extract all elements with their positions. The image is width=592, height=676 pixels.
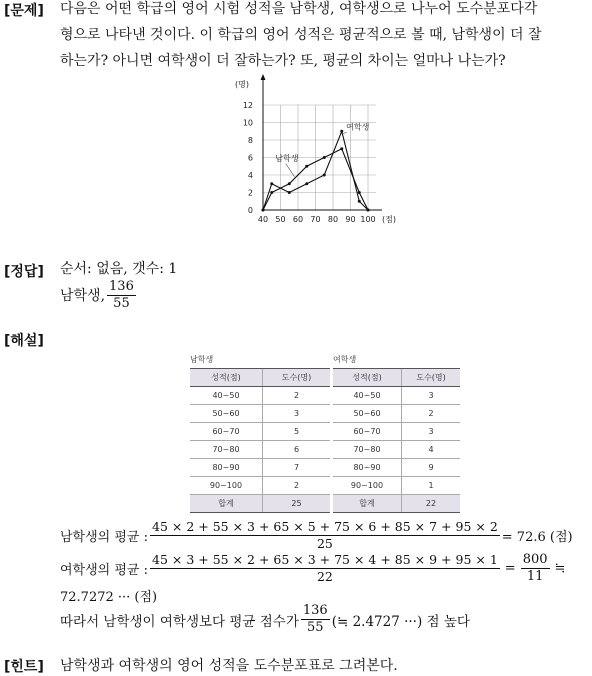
y-tick-label: 12 (242, 101, 253, 110)
data-point (340, 147, 343, 150)
data-point (358, 200, 361, 203)
hint-tag: [힌트] (4, 659, 44, 675)
cell-count: 2 (263, 387, 331, 405)
hint-text: 남학생과 여학생의 영어 성적을 도수분포표로 그려본다. (60, 658, 398, 674)
cell-range: 60~70 (190, 423, 263, 441)
table-row (190, 477, 330, 495)
x-tick-label: 80 (327, 215, 339, 224)
cell-count: 6 (263, 441, 331, 459)
table-total-row (190, 495, 330, 513)
girls-mean-continuation: 72.7272 ··· (점) (60, 590, 158, 605)
cell-range: 70~80 (190, 441, 263, 459)
boys-mean-result: = 72.6 (점) (501, 530, 573, 545)
y-tick-label: 4 (247, 171, 253, 180)
x-tick-label: 100 (360, 215, 376, 224)
problem-text (60, 0, 592, 74)
y-tick-label: 0 (247, 206, 253, 215)
table-row (190, 423, 330, 441)
col-header-count: 도수(명) (263, 369, 331, 387)
girls-mean-eq: = (504, 561, 516, 576)
girls-table-wrap (333, 368, 460, 513)
cell-range: 40~50 (190, 387, 263, 405)
answer-frac-num: 136 (109, 279, 134, 294)
cell-range: 80~90 (190, 459, 263, 477)
cell-count: 3 (263, 405, 331, 423)
table-total-row (333, 495, 460, 513)
y-tick-label: 6 (247, 153, 253, 163)
data-point (270, 191, 273, 194)
girls-table-header (333, 369, 460, 387)
boys-mean-num: 45 × 2 + 55 × 3 + 65 × 5 + 75 × 6 + 85 × 7 + 95 × 2 (152, 519, 498, 534)
x-axis-label: (점) (382, 215, 396, 224)
cell-count: 3 (402, 387, 461, 405)
table-row (190, 387, 330, 405)
girls-mean-label: 여학생의 평균 : (60, 563, 148, 578)
y-tick-label: 10 (242, 118, 253, 128)
col-header-score: 성적(점) (333, 369, 402, 387)
cell-count: 1 (402, 477, 461, 495)
table-row (333, 441, 460, 459)
x-tick-label: 60 (292, 215, 304, 224)
conclusion-frac-den: 55 (307, 620, 324, 635)
table-row (333, 423, 460, 441)
data-point (358, 191, 361, 194)
frequency-polygon-chart (228, 72, 396, 227)
problem-tag: [문제] (4, 3, 44, 19)
boys-mean-label: 남학생의 평균 : (60, 530, 148, 545)
cell-count: 2 (402, 405, 461, 423)
cell-count: 5 (263, 423, 331, 441)
cell-total-label: 합계 (190, 495, 263, 513)
answer-line-1: 순서: 없음, 갯수: 1 (60, 261, 178, 277)
problem-line-2: 형으로 나타낸 것이다. 이 학급의 영어 성적은 평균적으로 볼 때, 남학생이 더 잘 (60, 27, 542, 43)
problem-line-3: 하는가? 아니면 여학생이 더 잘하는가? 또, 평균의 차이는 얼마나 나는가? (60, 53, 506, 69)
cell-range: 50~60 (190, 405, 263, 423)
problem-line-1: 다음은 어떤 학급의 영어 시험 성적을 남학생, 여학생으로 나누어 도수분포다각 (60, 1, 538, 17)
answer-label: 남학생, (60, 287, 106, 304)
boys-mean-equation (60, 520, 573, 551)
girls-mean-den: 22 (316, 569, 333, 584)
cell-count: 2 (263, 477, 331, 495)
conclusion-fraction (301, 604, 330, 635)
data-point (323, 174, 326, 177)
boys-table-wrap (190, 368, 330, 513)
table-row (333, 459, 460, 477)
girls-mean-result-den: 11 (526, 569, 544, 584)
table-row (333, 405, 460, 423)
boys-mean-fraction (150, 520, 500, 551)
cell-count: 4 (402, 441, 461, 459)
data-point (323, 156, 326, 159)
col-header-count: 도수(명) (402, 369, 461, 387)
table-row (333, 477, 460, 495)
conclusion-prefix: 따라서 남학생이 여학생보다 평균 점수가 (60, 613, 299, 630)
girls-mean-result-fraction (521, 553, 550, 584)
girls-mean-fraction (150, 553, 500, 584)
explanation-tag: [해설] (4, 333, 44, 349)
series-label-boys: 남학생 (275, 154, 299, 163)
cell-total-label: 합계 (333, 495, 402, 513)
girls-mean-result-num: 800 (522, 552, 548, 567)
cell-count: 3 (402, 423, 461, 441)
conclusion-suffix: (≒ 2.4727 ···) 점 높다 (331, 613, 470, 630)
conclusion-frac-num: 136 (302, 603, 328, 618)
x-tick-label: 90 (345, 215, 356, 224)
data-point (305, 182, 308, 185)
data-point (340, 130, 343, 133)
cell-count: 7 (263, 459, 331, 477)
cell-range: 70~80 (333, 441, 402, 459)
y-tick-label: 2 (247, 188, 253, 198)
table-row (190, 459, 330, 477)
x-tick-label: 50 (275, 215, 286, 224)
cell-range: 60~70 (333, 423, 402, 441)
boys-mean-den: 25 (316, 536, 333, 551)
answer-tag: [정답] (4, 264, 44, 280)
y-axis-label: (명) (235, 80, 249, 89)
cell-range: 80~90 (333, 459, 402, 477)
girls-table-caption: 여학생 (333, 355, 357, 364)
col-header-score: 성적(점) (190, 369, 263, 387)
boys-table-header (190, 369, 330, 387)
data-point (288, 182, 291, 185)
girls-mean-approx: ≒ (554, 561, 566, 576)
girls-mean-num: 45 × 3 + 55 × 2 + 65 × 3 + 75 × 4 + 85 × 9 + 95 × 1 (152, 552, 498, 567)
boys-frequency-table (190, 368, 330, 513)
table-row (190, 405, 330, 423)
x-tick-label: 70 (310, 215, 321, 224)
answer-fraction (107, 280, 136, 311)
series-label-girls-pointer (342, 132, 346, 134)
table-row (190, 441, 330, 459)
cell-range: 90~100 (333, 477, 402, 495)
y-tick-label: 8 (247, 136, 253, 145)
answer-line-2 (60, 280, 138, 311)
cell-total-value: 25 (263, 495, 331, 513)
cell-range: 50~60 (333, 405, 402, 423)
cell-range: 90~100 (190, 477, 263, 495)
cell-count: 9 (402, 459, 461, 477)
girls-mean-equation (60, 553, 565, 584)
data-point (288, 191, 291, 194)
data-point (270, 182, 273, 185)
data-point (262, 209, 265, 212)
boys-table-caption: 남학생 (190, 355, 214, 364)
data-point (367, 209, 370, 212)
answer-frac-den: 55 (113, 296, 130, 311)
y-axis-arrow (261, 74, 266, 80)
cell-range: 40~50 (333, 387, 402, 405)
table-row (333, 387, 460, 405)
girls-frequency-table (333, 368, 460, 513)
x-tick-label: 40 (257, 215, 269, 224)
cell-total-value: 22 (402, 495, 461, 513)
series-label-girls: 여학생 (346, 122, 370, 132)
conclusion-line (60, 604, 470, 635)
data-point (305, 165, 308, 168)
